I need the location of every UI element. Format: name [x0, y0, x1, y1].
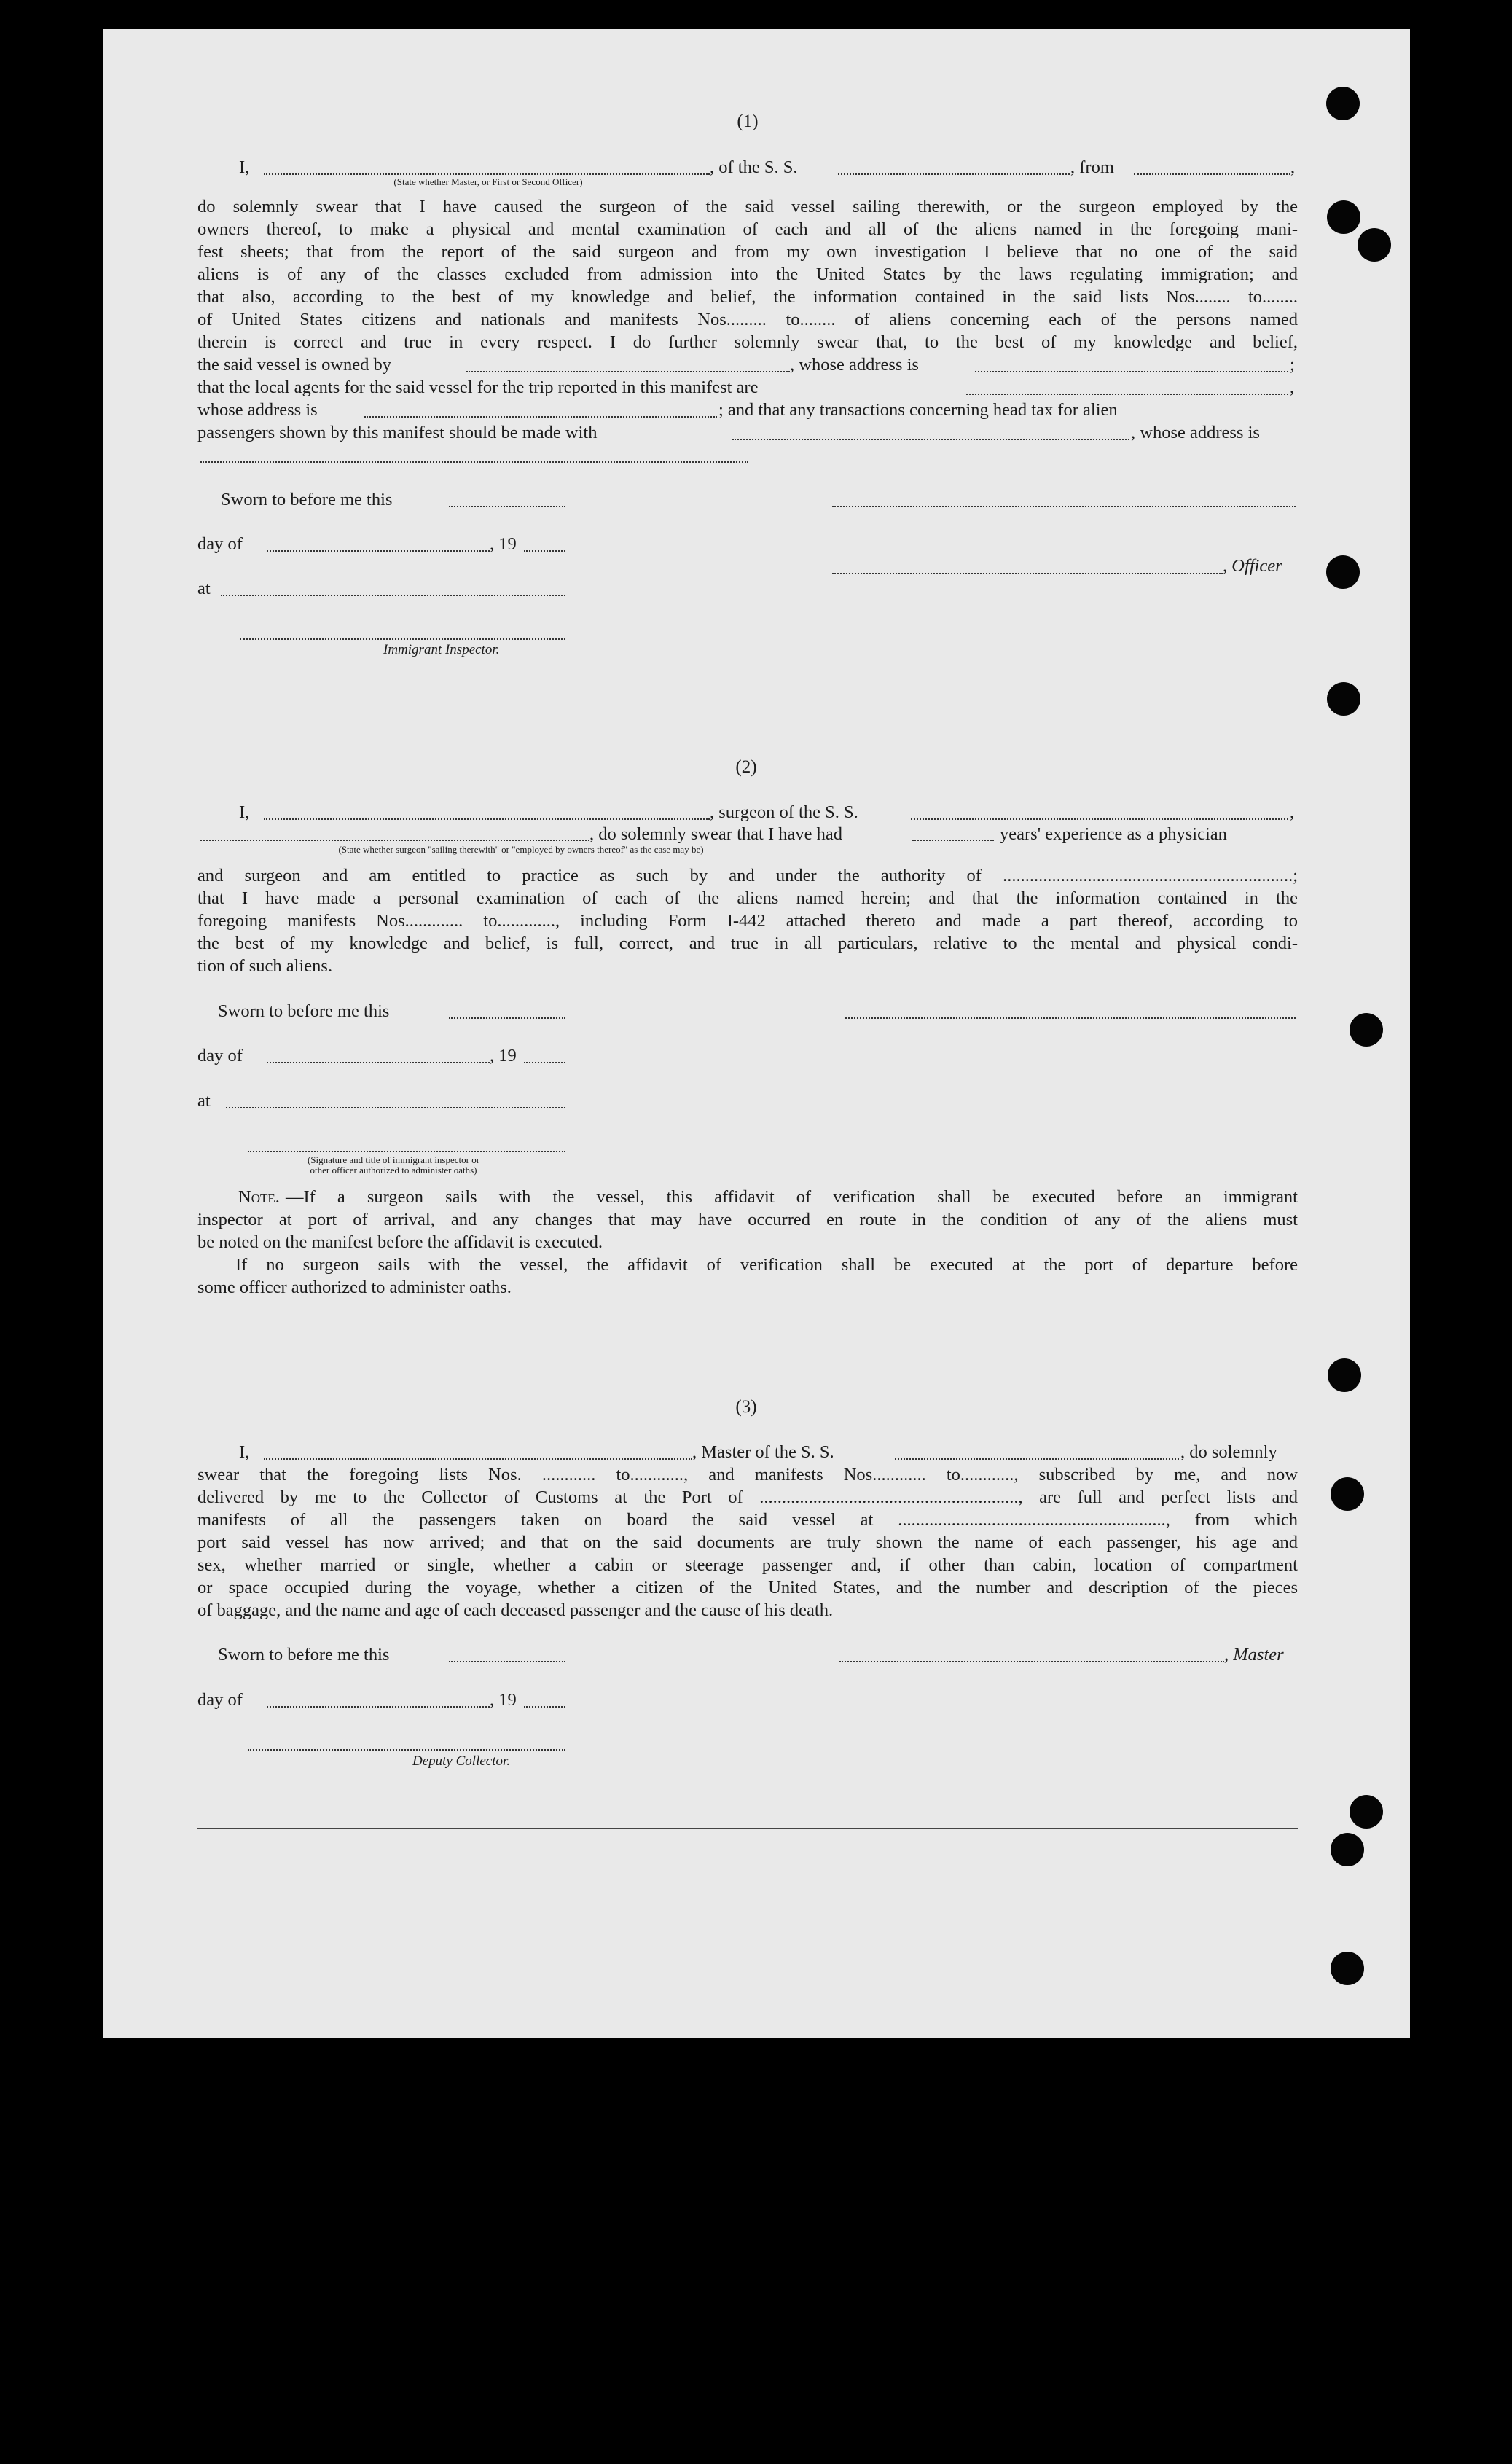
from-label: , from [1070, 157, 1114, 177]
officer-rank-blank [264, 173, 710, 175]
owned-by-label: the said vessel is owned by [197, 355, 392, 375]
oath-text-line: do solemnly swear that I have caused the surgeon of the said vessel sailing therewith, or the surgeon employed by the [197, 197, 1298, 216]
binder-hole [1328, 1358, 1361, 1392]
master-text-line: swear that the foregoing lists Nos. ............ to............, and manifests Nos............ to............, subscribed by me, and now [197, 1465, 1298, 1485]
officer-rank-note: (State whether Master, or First or Second Officer) [393, 176, 583, 187]
head-tax-party-blank [732, 439, 1129, 440]
sworn-date-blank [449, 1661, 565, 1662]
note-label: Note. [238, 1187, 280, 1207]
note-text-line: some officer authorized to administer oaths. [197, 1278, 512, 1297]
head-tax-text: ; and that any transactions concerning head tax for alien [718, 400, 1118, 420]
section-2-i: I, [239, 802, 250, 822]
surgeon-name-blank [264, 818, 710, 820]
years-label: years' experience as a physician [1000, 824, 1227, 844]
agents-blank [966, 394, 1288, 395]
binder-hole [1326, 555, 1360, 589]
year-blank [524, 550, 565, 552]
departure-port-blank [1134, 173, 1290, 175]
agents-address-label: whose address is [197, 400, 318, 420]
note-text-line: —If a surgeon sails with the vessel, this affidavit of verification shall be executed before an immigrant [286, 1187, 1298, 1207]
day-of-label: day of [197, 1690, 243, 1710]
semicolon: ; [1290, 355, 1295, 375]
binder-hole [1327, 200, 1360, 234]
officer-label: , Officer [1223, 556, 1282, 576]
year-blank [524, 1706, 565, 1708]
owner-address-label: , whose address is [790, 355, 919, 375]
vessel-name-blank [838, 173, 1070, 175]
inspector-label: Immigrant Inspector. [383, 642, 500, 657]
master-vessel-blank [895, 1458, 1179, 1460]
section-2-heading: (2) [735, 757, 757, 777]
surgeon-vessel-label: , surgeon of the S. S. [710, 802, 858, 822]
line-comma: , [1290, 157, 1296, 177]
at-label: at [197, 1091, 211, 1111]
surgeon-text-line: and surgeon and am entitled to practice as such by and under the authority of .................................................................; [197, 866, 1298, 885]
agents-label: that the local agents for the said vessel for the trip reported in this manifest are [197, 378, 759, 397]
year-blank [524, 1062, 565, 1063]
officer-title-blank [832, 573, 1223, 574]
signature-note: other officer authorized to administer oaths) [310, 1165, 477, 1176]
note-text-line: be noted on the manifest before the affidavit is executed. [197, 1232, 603, 1252]
day-of-label: day of [197, 534, 243, 554]
master-text-line: or space occupied during the voyage, whether a citizen of the United States, and the number and description of the pieces [197, 1578, 1298, 1597]
section-3-heading: (3) [735, 1397, 757, 1417]
binder-hole [1331, 1952, 1364, 1985]
swear-label: , do solemnly swear that I have had [589, 824, 842, 844]
surgeon-signature-blank [845, 1017, 1296, 1019]
section-1-i: I, [239, 157, 250, 177]
officer-signature-blank [832, 506, 1296, 507]
day-of-label: day of [197, 1046, 243, 1065]
master-signature-blank [839, 1661, 1224, 1662]
sworn-date-blank [449, 1017, 565, 1019]
signature-note: (Signature and title of immigrant inspector or [307, 1154, 480, 1165]
section-1-heading: (1) [737, 112, 759, 131]
master-text-line: of baggage, and the name and age of each deceased passenger and the cause of his death. [197, 1600, 834, 1620]
binder-hole [1358, 228, 1391, 262]
surgeon-text-line: foregoing manifests Nos............. to............., including Form I-442 attached thereto and made a part thereof, according to [197, 911, 1298, 931]
place-blank [226, 1107, 565, 1108]
years-blank [912, 840, 994, 841]
year-label: , 19 [490, 534, 517, 554]
month-blank [267, 1062, 490, 1063]
binder-hole [1331, 1833, 1364, 1866]
oath-text-line: of United States citizens and nationals and manifests Nos......... to........ of aliens concerning each of the persons named [197, 310, 1298, 329]
place-blank [221, 595, 565, 596]
sworn-label: Sworn to before me this [221, 490, 393, 509]
line-comma: , [1290, 378, 1295, 397]
binder-hole [1350, 1795, 1383, 1829]
solemnly-label: , do solemnly [1180, 1442, 1277, 1462]
surgeon-status-note: (State whether surgeon "sailing therewith" or "employed by owners thereof" as the case may be) [338, 844, 704, 855]
binder-hole [1326, 87, 1360, 120]
month-blank [267, 550, 490, 552]
head-tax-address-blank [200, 461, 748, 463]
sworn-label: Sworn to before me this [218, 1645, 390, 1665]
surgeon-text-line: the best of my knowledge and belief, is full, correct, and true in all particulars, relative to the mental and physical condi- [197, 934, 1298, 953]
note-text-line: If no surgeon sails with the vessel, the affidavit of verification shall be executed at the port of departure before [235, 1255, 1298, 1275]
binder-hole [1331, 1477, 1364, 1511]
master-text-line: delivered by me to the Collector of Customs at the Port of .........................................................., are full and perfect lists and [197, 1487, 1298, 1507]
master-name-blank [264, 1458, 692, 1460]
surgeon-text-line: that I have made a personal examination of each of the aliens named herein; and that the information contained in the [197, 888, 1298, 908]
sworn-label: Sworn to before me this [218, 1001, 390, 1021]
year-label: , 19 [490, 1690, 517, 1710]
master-label: , Master [1224, 1645, 1284, 1665]
binder-hole [1350, 1013, 1383, 1047]
year-label: , 19 [490, 1046, 517, 1065]
surgeon-text-line: tion of such aliens. [197, 956, 333, 976]
collector-label: Deputy Collector. [412, 1753, 511, 1769]
owner-blank [466, 371, 790, 372]
note-text-line: inspector at port of arrival, and any changes that may have occurred en route in the condition of any of the aliens must [197, 1210, 1298, 1229]
at-label: at [197, 579, 211, 598]
passengers-label: passengers shown by this manifest should be made with [197, 423, 598, 442]
oath-text-line: aliens is of any of the classes excluded from admission into the United States by the laws regulating immigration; and [197, 265, 1298, 284]
oath-text-line: that also, according to the best of my knowledge and belief, the information contained in the said lists Nos........ to........ [197, 287, 1298, 307]
section-3-i: I, [239, 1442, 250, 1462]
authority-signature-blank [248, 1151, 565, 1152]
month-blank [267, 1706, 490, 1708]
page-bottom-rule [197, 1828, 1298, 1829]
binder-hole [1327, 682, 1360, 716]
oath-text-line: owners thereof, to make a physical and mental examination of each and all of the aliens named in the foregoing mani- [197, 219, 1298, 239]
oath-text-line: fest sheets; that from the report of the said surgeon and from my own investigation I believe that no one of the said [197, 242, 1298, 262]
whose-address-label: , whose address is [1131, 423, 1260, 442]
surgeon-status-blank [200, 840, 589, 841]
line-comma: , [1290, 802, 1295, 822]
agents-address-blank [364, 416, 717, 418]
sworn-date-blank [449, 506, 565, 507]
surgeon-vessel-blank [911, 818, 1288, 820]
vessel-label: , of the S. S. [710, 157, 798, 177]
oath-text-line: therein is correct and true in every respect. I do further solemnly swear that, to the best of my knowledge and belief, [197, 332, 1298, 352]
master-text-line: port said vessel has now arrived; and that on the said documents are truly shown the name of each passenger, his age and [197, 1533, 1298, 1552]
master-vessel-label: , Master of the S. S. [692, 1442, 834, 1462]
master-text-line: sex, whether married or single, whether a cabin or steerage passenger and, if other than cabin, location of compartment [197, 1555, 1298, 1575]
collector-signature-blank [248, 1749, 565, 1751]
owner-address-blank [975, 371, 1288, 372]
master-text-line: manifests of all the passengers taken on board the said vessel at ............................................................, from which [197, 1510, 1298, 1530]
